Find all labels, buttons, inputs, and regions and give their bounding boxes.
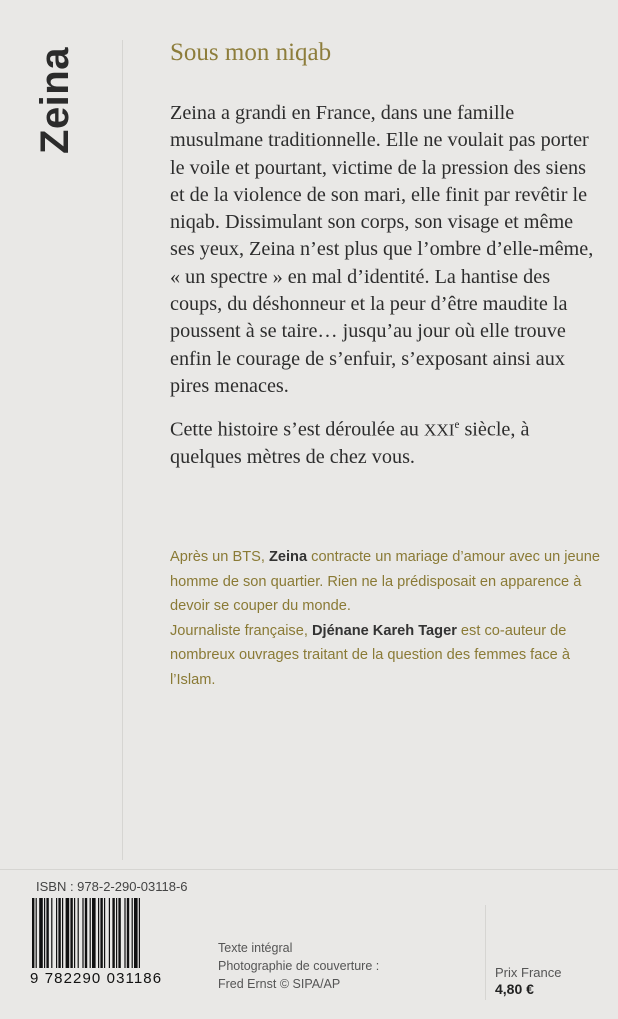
- blurb-paragraph-1: Zeina a grandi en France, dans une famille musulmane traditionnelle. Elle ne voulait pas porter le voile et pourtant, victime de la pression des siens et de la violence de son mari, elle finit par revêtir le niqab. Dissimulant son corps, son visage et même ses yeux, Zeina n’est plus que l’ombre d’elle-même, « un spectre » en mal d’identité. La hantise des coups, du déshonneur et la peur d’être maudite la poussent à se taire… jusqu’au jour où elle trouve enfin le courage de s’enfuir, s’exposant ainsi aux pires menaces.: [170, 102, 594, 397]
- bio-p2-start: Journaliste française,: [170, 622, 312, 639]
- bio-name-coauthor: Djénane Kareh Tager: [311, 622, 457, 639]
- price-label: Prix France: [495, 965, 562, 980]
- barcode: [30, 898, 195, 993]
- book-title: Sous mon niqab: [170, 39, 332, 66]
- spine-author: [30, 40, 80, 160]
- bio-p1-end: contracte un mariage d’amour avec un jeune homme de son quartier. Rien ne la prédisposait en apparence à devoir se couper du monde.: [170, 549, 600, 615]
- bio-p1-start: Après un BTS,: [170, 549, 269, 565]
- barcode-bars: [30, 898, 195, 968]
- back-cover-blurb: [170, 100, 595, 472]
- barcode-digits: 9 782290 031186: [30, 970, 163, 987]
- vertical-divider: [122, 40, 123, 860]
- author-bio: [170, 545, 600, 693]
- credits-line-1: Texte intégral: [218, 941, 293, 955]
- century-suffix: e: [454, 419, 460, 432]
- credits: [218, 939, 379, 993]
- price-divider: [485, 905, 486, 1000]
- price-value: 4,80 €: [495, 981, 534, 997]
- isbn: ISBN : 978-2-290-03118-6: [36, 879, 188, 894]
- bio-paragraph-1: [170, 545, 600, 619]
- blurb-paragraph-2: [170, 412, 595, 471]
- century-numeral: XXI: [423, 421, 455, 440]
- credits-line-3: Fred Ernst © SIPA/AP: [218, 977, 341, 991]
- bio-paragraph-2: [170, 619, 600, 693]
- price-block: [495, 964, 561, 998]
- blurb-p2-start: Cette histoire s’est déroulée au: [170, 419, 424, 441]
- bio-p2-end: est co-auteur de nombreux ouvrages traitant de la question des femmes face à l’Islam.: [170, 622, 570, 688]
- credits-line-2: Photographie de couverture :: [218, 959, 380, 973]
- bio-name-zeina: Zeina: [268, 549, 308, 565]
- spine-author-text: Zeina: [32, 46, 77, 154]
- horizontal-divider: [0, 869, 618, 870]
- blurb-p2-end: siècle, à quelques mètres de chez vous.: [170, 419, 530, 469]
